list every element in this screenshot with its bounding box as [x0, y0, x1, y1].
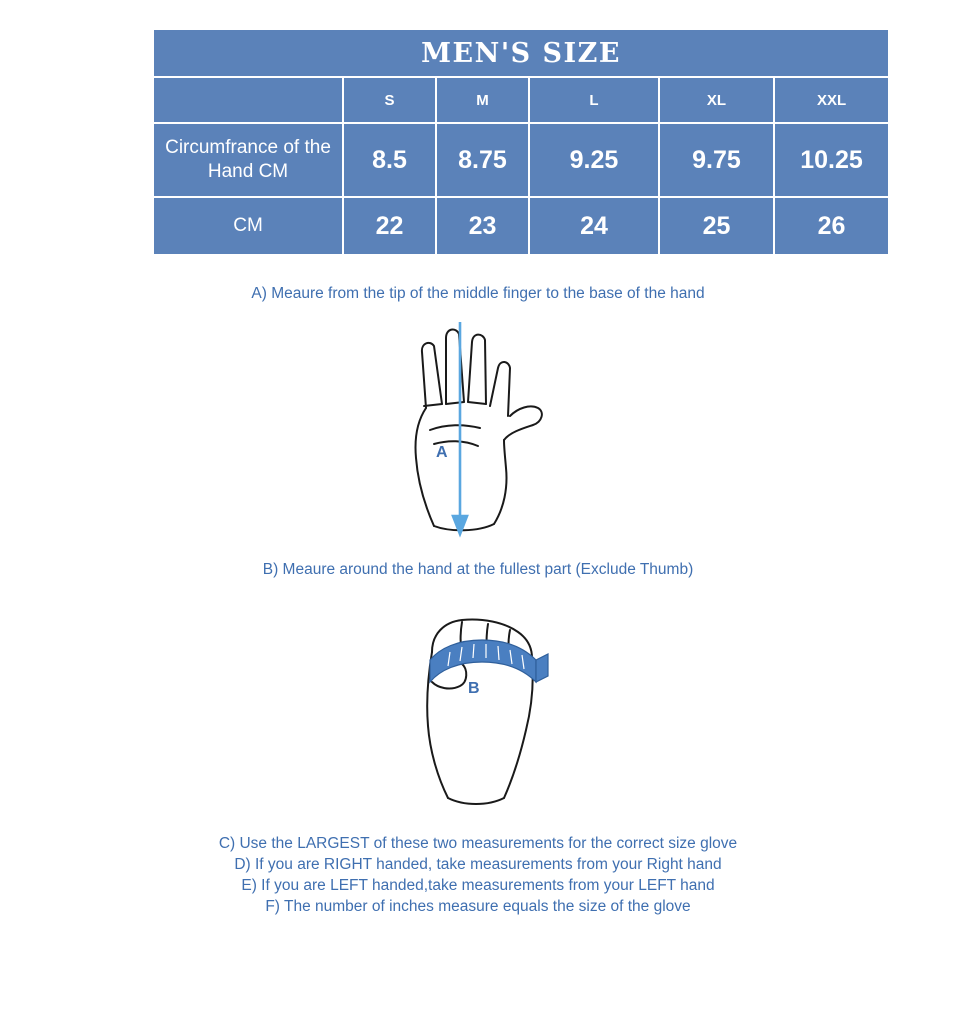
cell-cm-xl: 25: [660, 198, 773, 254]
note-c: C) Use the LARGEST of these two measurements for the correct size glove: [218, 835, 738, 852]
caption-measure-b: B) Meaure around the hand at the fullest part (Exclude Thumb): [262, 561, 694, 578]
hand-length-diagram: [390, 312, 566, 545]
cell-cm-m: 23: [437, 198, 528, 254]
header-cell-xl: XL: [660, 78, 773, 122]
cell-circumference-xl: 9.75: [660, 124, 773, 196]
cell-circumference-m: 8.75: [437, 124, 528, 196]
cell-circumference-l: 9.25: [530, 124, 658, 196]
open-hand-illustration: [390, 312, 566, 545]
page-title: MEN'S SIZE: [154, 30, 888, 76]
cell-cm-l: 24: [530, 198, 658, 254]
table-title-row: [154, 30, 888, 76]
row-label-circumference: Circumfrance of the Hand CM: [154, 124, 342, 196]
cell-circumference-s: 8.5: [344, 124, 435, 196]
fist-with-tape-illustration: [396, 590, 556, 818]
caption-measure-a: A) Meaure from the tip of the middle finger to the base of the hand: [251, 285, 705, 302]
figure-b-letter: B: [468, 680, 480, 697]
size-table-container: [152, 28, 876, 256]
figure-a-letter: A: [436, 444, 448, 461]
length-arrow: [453, 322, 467, 534]
header-cell-blank: [154, 78, 342, 122]
hand-circumference-diagram: [396, 590, 556, 818]
table-row: [154, 124, 888, 196]
row-label-cm: CM: [154, 198, 342, 254]
note-d: D) If you are RIGHT handed, take measurements from your Right hand: [234, 856, 722, 873]
header-cell-s: S: [344, 78, 435, 122]
note-f: F) The number of inches measure equals the size of the glove: [265, 898, 691, 915]
note-e: E) If you are LEFT handed,take measurements from your LEFT hand: [241, 877, 715, 894]
cell-cm-s: 22: [344, 198, 435, 254]
cell-circumference-xxl: 10.25: [775, 124, 888, 196]
footer-notes: [0, 833, 956, 917]
table-row: [154, 198, 888, 254]
header-cell-xxl: XXL: [775, 78, 888, 122]
header-cell-l: L: [530, 78, 658, 122]
cell-cm-xxl: 26: [775, 198, 888, 254]
size-table: [152, 28, 890, 256]
table-header-row: [154, 78, 888, 122]
header-cell-m: M: [437, 78, 528, 122]
